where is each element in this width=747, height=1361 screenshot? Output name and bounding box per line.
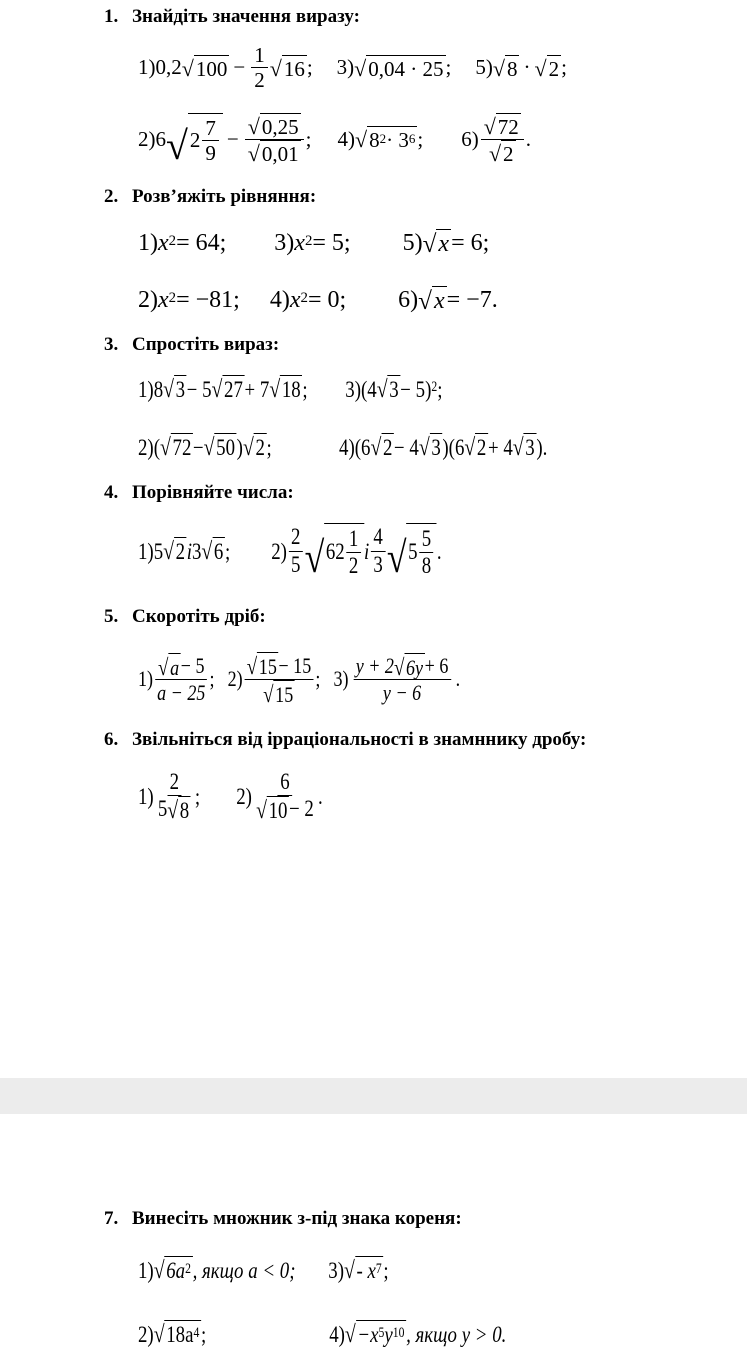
worksheet-page-2 — [0, 1114, 747, 1361]
task-2-row-2: 2) x $^2$ = −81; 4) x $^2$ = 0; 6) √ x = −7. — [138, 287, 498, 315]
square-root: √ 8 — [492, 55, 518, 81]
task-6-heading: 6. Звільніться від ірраціональності в знамннику дробу: — [104, 729, 587, 750]
item-label: 1) — [138, 55, 156, 79]
task-2-heading: 2. Розв’яжіть рівняння: — [104, 186, 317, 207]
task-4-heading: 4. Порівняйте числа: — [104, 482, 294, 503]
task-title: Звільніться від ірраціональності в знамннику дробу: — [132, 729, 587, 750]
task-7-row-1: 1) √ 6a $^2$ , якщо a < 0; 3) √ - x $^7$ ; — [138, 1257, 389, 1285]
task-3-heading: 3. Спростіть вираз: — [104, 334, 280, 355]
square-root: √ 2 $\frac{7}{9}$ — [166, 113, 223, 165]
task-6-row-1: 1) 2 5 √ 8 ; 2) 6 √ 10 − 2 . — [138, 768, 323, 825]
task-7-heading: 7. Винесіть множник з-під знака кореня: — [104, 1208, 462, 1229]
task-title: Розв’яжіть рівняння: — [132, 186, 317, 207]
task-title: Винесіть множник з-під знака кореня: — [132, 1208, 462, 1229]
fraction: $\frac{1}{2}$ — [251, 43, 268, 92]
task-5-row-1: 1) √ a − 5 a − 25 ; 2) √ 15 − 15 √ 15 ; 3) y + 2 √ 6y + 6 y − 6 . — [138, 652, 461, 707]
square-root: √ 0,04 · 25 — [354, 55, 444, 81]
task-title: Спростіть вираз: — [132, 334, 280, 355]
task-number: 1. — [104, 6, 119, 27]
square-root: √ 16 — [269, 55, 305, 81]
task-7-row-2: 2) √ 18a $^4$ ; 4) √ −x $^5$ y $^{10}$ , якщо y > 0. — [138, 1321, 507, 1349]
task-2-row-1: 1) x $^2$ = 64; 3) x $^2$ = 5; 5) √ x = 6; — [138, 230, 490, 258]
square-root: √ 100 — [181, 55, 228, 81]
task-5-heading: 5. Скоротіть дріб: — [104, 606, 266, 627]
square-root: √ 2 — [534, 55, 560, 81]
task-1-row-2: 2) 6 √ 2 $\frac{7}{9}$ − √ 0,25 √ 0,01 ; 4) √ 8 $^2$ · 3 $^6$ ; 6) √ 72 √ 2 . — [138, 114, 532, 169]
task-title: Скоротіть дріб: — [132, 606, 266, 627]
task-title: Знайдіть значення виразу: — [132, 6, 360, 27]
task-3-row-2: 2) ( √ 72 − √ 50 ) √ 2 ; 4) (6 √ 2 − 4 √ 3 )(6 √ 2 + 4 √ 3 ). — [138, 434, 548, 462]
page-separator — [0, 1078, 747, 1114]
coefficient: 0,2 — [155, 55, 182, 79]
fraction: √ 72 √ 2 — [481, 113, 524, 164]
task-title: Порівняйте числа: — [132, 482, 294, 503]
task-3-row-1: 1) 8 √ 3 − 5 √ 27 + 7 √ 18 ; 3) (4 √ 3 − 5) $^2$ ; — [138, 376, 443, 404]
task-4-row-1: 1) 5 √ 2 і 3 √ 6 ; 2) $\frac{2}{5}$ √ 62 $\frac{1}{2}$ і $\frac{4}{3}$ √ 5 $\frac{5}{8}$ . — [138, 524, 442, 582]
square-root: √ 8 $^2$ · 3 $^6$ — [354, 127, 416, 153]
fraction: √ 0,25 √ 0,01 — [245, 113, 304, 164]
task-1-heading — [104, 6, 360, 28]
task-1-row-1: 1) 0,2 √ 100 − $\frac{1}{2}$ √ 16 ; 3) √ 0,04 · 25 ; 5) √ 8 · √ 2 ; — [138, 42, 567, 92]
